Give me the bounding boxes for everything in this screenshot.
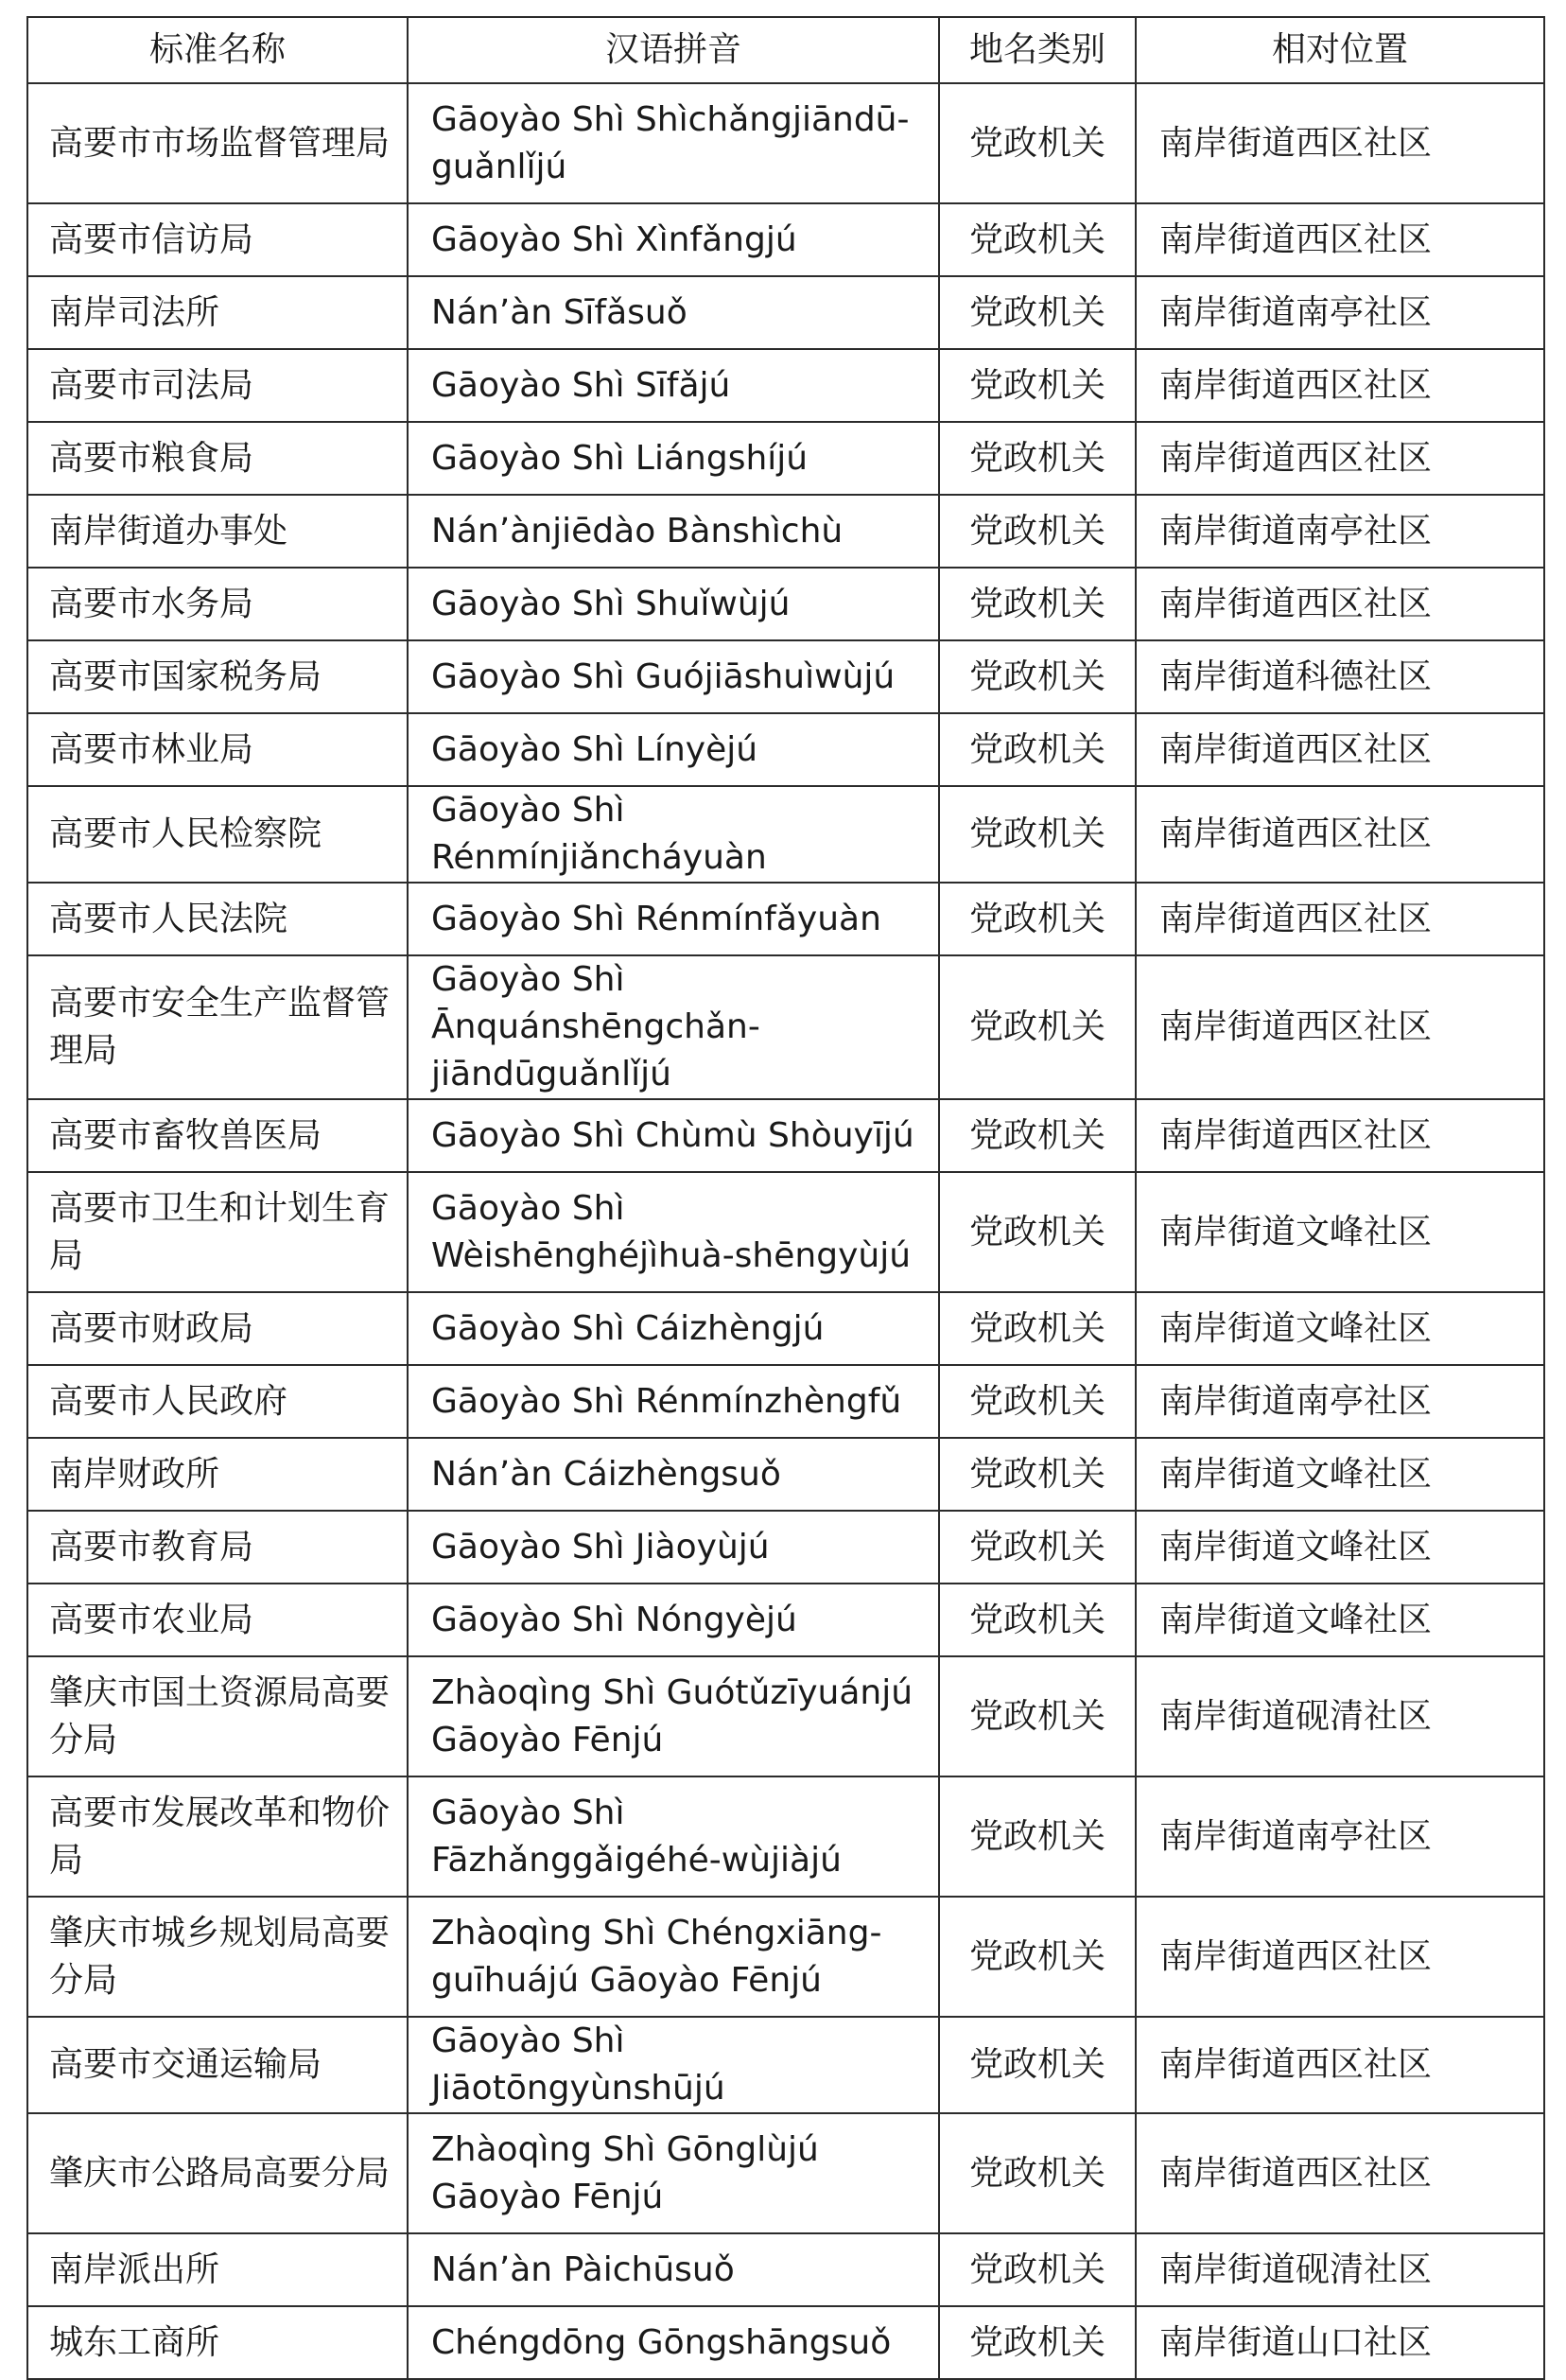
- cell-standard-name: 高要市发展改革和物价局: [27, 1776, 408, 1897]
- cell-standard-name: 肇庆市城乡规划局高要分局: [27, 1897, 408, 2017]
- cell-standard-name: 高要市农业局: [27, 1584, 408, 1656]
- table-row: [27, 203, 1544, 276]
- cell-relative-position: 南岸街道西区社区: [1136, 1897, 1544, 2017]
- cell-relative-position: 南岸街道文峰社区: [1136, 1172, 1544, 1292]
- cell-relative-position: 南岸街道西区社区: [1136, 1099, 1544, 1172]
- cell-category: 党政机关: [939, 83, 1136, 203]
- table-row: [27, 1172, 1544, 1292]
- table-row: [27, 1099, 1544, 1172]
- cell-standard-name: 高要市交通运输局: [27, 2017, 408, 2113]
- cell-relative-position: 南岸街道文峰社区: [1136, 1438, 1544, 1511]
- table-row: [27, 2113, 1544, 2233]
- cell-pinyin: Gāoyào Shì Jiàoyùjú: [408, 1511, 939, 1584]
- cell-pinyin: Gāoyào Shì Línyèjú: [408, 713, 939, 786]
- cell-relative-position: 南岸街道砚清社区: [1136, 1656, 1544, 1776]
- table-row: [27, 883, 1544, 955]
- cell-category: 党政机关: [939, 349, 1136, 422]
- cell-relative-position: 南岸街道南亭社区: [1136, 1776, 1544, 1897]
- cell-relative-position: 南岸街道南亭社区: [1136, 495, 1544, 568]
- cell-standard-name: 高要市人民政府: [27, 1365, 408, 1438]
- table-row: [27, 568, 1544, 640]
- cell-category: 党政机关: [939, 2233, 1136, 2306]
- table-row: [27, 422, 1544, 495]
- table-row: [27, 83, 1544, 203]
- cell-category: 党政机关: [939, 1897, 1136, 2017]
- cell-pinyin: Gāoyào Shì Xìnfǎngjú: [408, 203, 939, 276]
- cell-standard-name: 肇庆市国土资源局高要分局: [27, 1656, 408, 1776]
- table-row: [27, 2306, 1544, 2379]
- cell-standard-name: 高要市畜牧兽医局: [27, 1099, 408, 1172]
- cell-standard-name: 南岸财政所: [27, 1438, 408, 1511]
- cell-category: 党政机关: [939, 1172, 1136, 1292]
- table-row: [27, 2233, 1544, 2306]
- cell-relative-position: 南岸街道南亭社区: [1136, 276, 1544, 349]
- cell-standard-name: 高要市财政局: [27, 1292, 408, 1365]
- table-header-row: [27, 17, 1544, 83]
- cell-category: 党政机关: [939, 1511, 1136, 1584]
- table-row: [27, 955, 1544, 1099]
- header-relative-position: 相对位置: [1136, 17, 1544, 83]
- cell-standard-name: 高要市信访局: [27, 203, 408, 276]
- cell-pinyin: Gāoyào Shì Rénmínfǎyuàn: [408, 883, 939, 955]
- table-row: [27, 2017, 1544, 2113]
- table-row: [27, 1511, 1544, 1584]
- cell-pinyin: Gāoyào Shì Guójiāshuìwùjú: [408, 640, 939, 713]
- cell-relative-position: 南岸街道南亭社区: [1136, 1365, 1544, 1438]
- cell-standard-name: 高要市市场监督管理局: [27, 83, 408, 203]
- cell-pinyin: Nán’àn Sīfǎsuǒ: [408, 276, 939, 349]
- cell-category: 党政机关: [939, 955, 1136, 1099]
- cell-pinyin: Gāoyào Shì Fāzhǎnggǎigéhé-wùjiàjú: [408, 1776, 939, 1897]
- table-row: [27, 1897, 1544, 2017]
- cell-pinyin: Gāoyào Shì Nóngyèjú: [408, 1584, 939, 1656]
- cell-relative-position: 南岸街道西区社区: [1136, 2113, 1544, 2233]
- cell-pinyin: Gāoyào Shì Jiāotōngyùnshūjú: [408, 2017, 939, 2113]
- cell-relative-position: 南岸街道山口社区: [1136, 2306, 1544, 2379]
- cell-pinyin: Gāoyào Shì Wèishēnghéjìhuà-shēngyùjú: [408, 1172, 939, 1292]
- table-row: [27, 713, 1544, 786]
- cell-category: 党政机关: [939, 640, 1136, 713]
- cell-standard-name: 高要市林业局: [27, 713, 408, 786]
- cell-relative-position: 南岸街道西区社区: [1136, 349, 1544, 422]
- cell-pinyin: Nán’ànjiēdào Bànshìchù: [408, 495, 939, 568]
- cell-pinyin: Zhàoqìng Shì Guótǔzīyuánjú Gāoyào Fēnjú: [408, 1656, 939, 1776]
- table-row: [27, 1438, 1544, 1511]
- cell-category: 党政机关: [939, 495, 1136, 568]
- cell-standard-name: 高要市人民检察院: [27, 786, 408, 883]
- cell-relative-position: 南岸街道西区社区: [1136, 422, 1544, 495]
- place-name-table: [26, 16, 1545, 2380]
- cell-relative-position: 南岸街道砚清社区: [1136, 2233, 1544, 2306]
- cell-category: 党政机关: [939, 713, 1136, 786]
- cell-pinyin: Gāoyào Shì Chùmù Shòuyījú: [408, 1099, 939, 1172]
- cell-relative-position: 南岸街道西区社区: [1136, 786, 1544, 883]
- cell-relative-position: 南岸街道文峰社区: [1136, 1584, 1544, 1656]
- cell-relative-position: 南岸街道文峰社区: [1136, 1292, 1544, 1365]
- table-row: [27, 276, 1544, 349]
- cell-category: 党政机关: [939, 2017, 1136, 2113]
- cell-category: 党政机关: [939, 1292, 1136, 1365]
- cell-standard-name: 南岸派出所: [27, 2233, 408, 2306]
- cell-pinyin: Gāoyào Shì Sīfǎjú: [408, 349, 939, 422]
- cell-standard-name: 高要市水务局: [27, 568, 408, 640]
- cell-pinyin: Zhàoqìng Shì Chéngxiāng-guīhuájú Gāoyào Fēnjú: [408, 1897, 939, 2017]
- cell-pinyin: Gāoyào Shì Shìchǎngjiāndū-guǎnlǐjú: [408, 83, 939, 203]
- cell-category: 党政机关: [939, 786, 1136, 883]
- cell-category: 党政机关: [939, 2113, 1136, 2233]
- cell-category: 党政机关: [939, 1584, 1136, 1656]
- cell-pinyin: Nán’àn Cáizhèngsuǒ: [408, 1438, 939, 1511]
- cell-category: 党政机关: [939, 276, 1136, 349]
- table-row: [27, 1656, 1544, 1776]
- cell-pinyin: Gāoyào Shì Rénmínzhèngfǔ: [408, 1365, 939, 1438]
- cell-relative-position: 南岸街道西区社区: [1136, 955, 1544, 1099]
- table-row: [27, 495, 1544, 568]
- header-standard-name: 标准名称: [27, 17, 408, 83]
- cell-relative-position: 南岸街道科德社区: [1136, 640, 1544, 713]
- cell-category: 党政机关: [939, 2306, 1136, 2379]
- cell-standard-name: 高要市人民法院: [27, 883, 408, 955]
- cell-category: 党政机关: [939, 1365, 1136, 1438]
- table-row: [27, 1365, 1544, 1438]
- table-row: [27, 1776, 1544, 1897]
- cell-pinyin: Gāoyào Shì Shuǐwùjú: [408, 568, 939, 640]
- cell-category: 党政机关: [939, 568, 1136, 640]
- cell-standard-name: 高要市国家税务局: [27, 640, 408, 713]
- header-pinyin: 汉语拼音: [408, 17, 939, 83]
- cell-standard-name: 高要市司法局: [27, 349, 408, 422]
- cell-relative-position: 南岸街道西区社区: [1136, 883, 1544, 955]
- cell-category: 党政机关: [939, 883, 1136, 955]
- table-row: [27, 786, 1544, 883]
- cell-standard-name: 城东工商所: [27, 2306, 408, 2379]
- cell-pinyin: Gāoyào Shì Rénmínjiǎncháyuàn: [408, 786, 939, 883]
- cell-category: 党政机关: [939, 422, 1136, 495]
- cell-category: 党政机关: [939, 1656, 1136, 1776]
- cell-relative-position: 南岸街道文峰社区: [1136, 1511, 1544, 1584]
- cell-standard-name: 高要市卫生和计划生育局: [27, 1172, 408, 1292]
- table-row: [27, 640, 1544, 713]
- cell-pinyin: Zhàoqìng Shì Gōnglùjú Gāoyào Fēnjú: [408, 2113, 939, 2233]
- cell-category: 党政机关: [939, 1438, 1136, 1511]
- cell-pinyin: Chéngdōng Gōngshāngsuǒ: [408, 2306, 939, 2379]
- cell-standard-name: 高要市教育局: [27, 1511, 408, 1584]
- cell-standard-name: 高要市粮食局: [27, 422, 408, 495]
- table-row: [27, 349, 1544, 422]
- cell-relative-position: 南岸街道西区社区: [1136, 83, 1544, 203]
- cell-category: 党政机关: [939, 203, 1136, 276]
- cell-relative-position: 南岸街道西区社区: [1136, 203, 1544, 276]
- cell-standard-name: 肇庆市公路局高要分局: [27, 2113, 408, 2233]
- cell-relative-position: 南岸街道西区社区: [1136, 2017, 1544, 2113]
- cell-pinyin: Gāoyào Shì Liángshíjú: [408, 422, 939, 495]
- cell-pinyin: Nán’àn Pàichūsuǒ: [408, 2233, 939, 2306]
- cell-pinyin: Gāoyào Shì Ānquánshēngchǎn-jiāndūguǎnlǐjú: [408, 955, 939, 1099]
- cell-category: 党政机关: [939, 1099, 1136, 1172]
- cell-standard-name: 高要市安全生产监督管理局: [27, 955, 408, 1099]
- table-row: [27, 1584, 1544, 1656]
- cell-relative-position: 南岸街道西区社区: [1136, 568, 1544, 640]
- cell-standard-name: 南岸司法所: [27, 276, 408, 349]
- cell-category: 党政机关: [939, 1776, 1136, 1897]
- header-category: 地名类别: [939, 17, 1136, 83]
- cell-pinyin: Gāoyào Shì Cáizhèngjú: [408, 1292, 939, 1365]
- cell-standard-name: 南岸街道办事处: [27, 495, 408, 568]
- table-row: [27, 1292, 1544, 1365]
- cell-relative-position: 南岸街道西区社区: [1136, 713, 1544, 786]
